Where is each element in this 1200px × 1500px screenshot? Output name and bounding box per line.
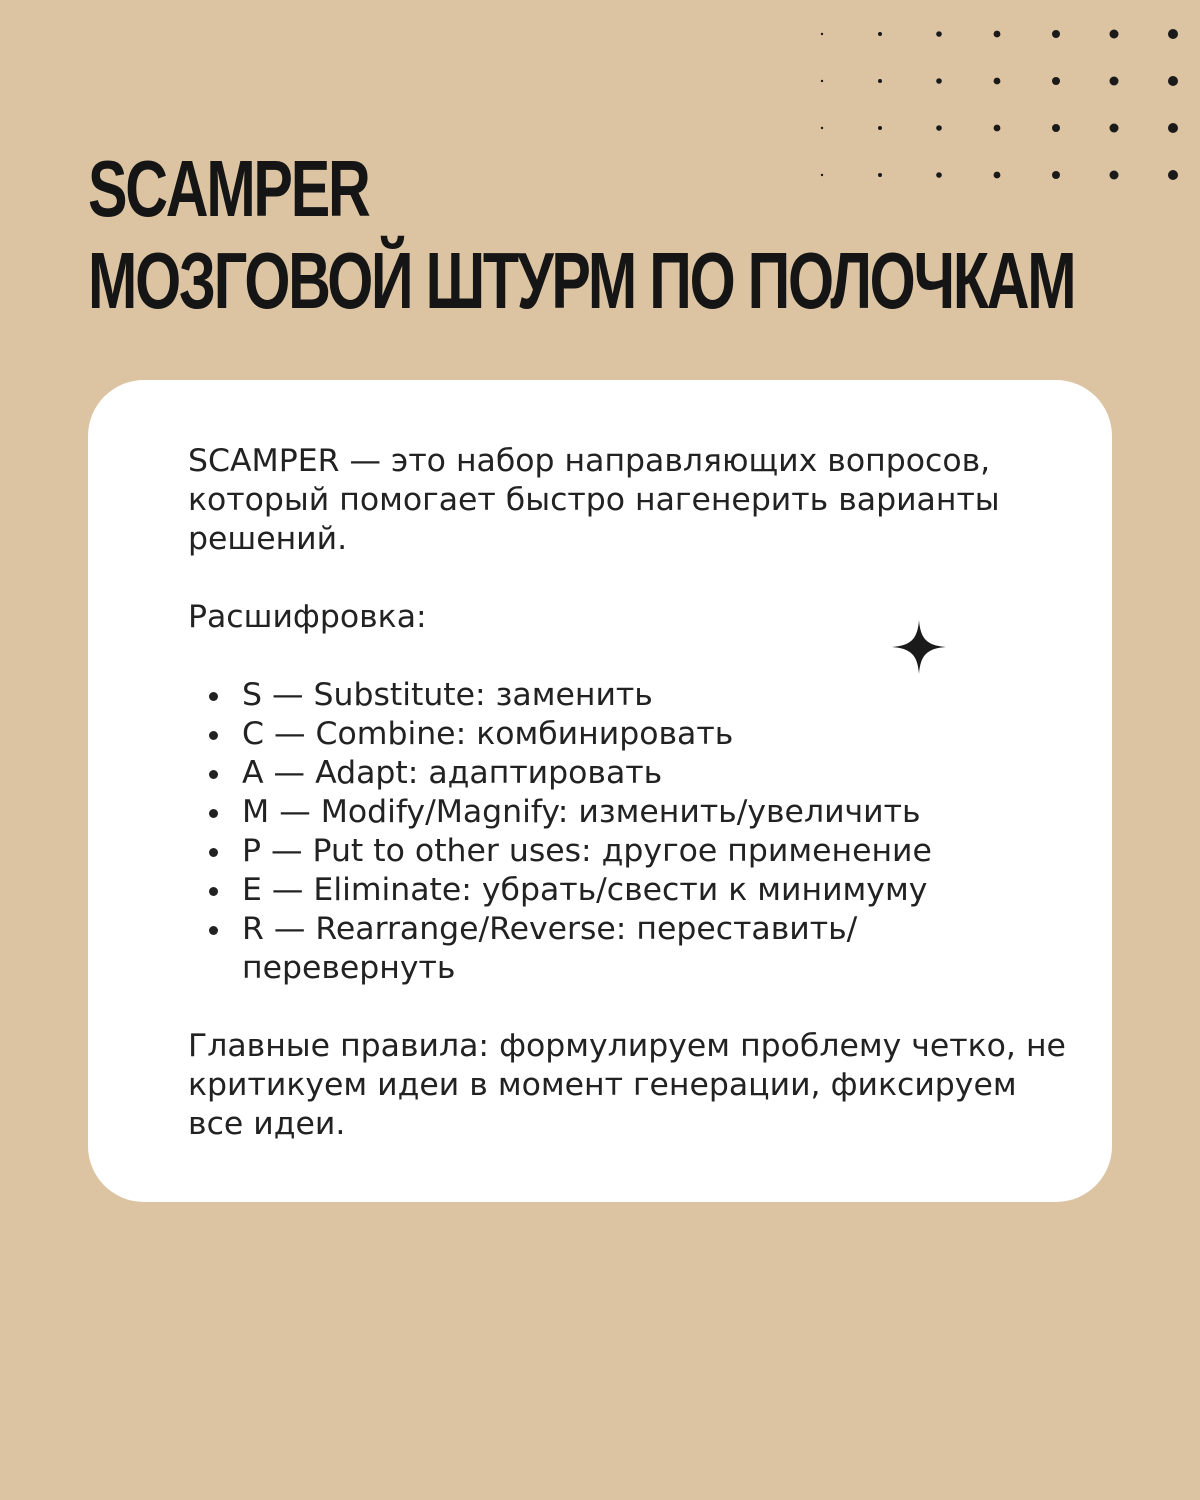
rules-paragraph: Главные правила: формулируем проблему четко, не критикуем идеи в момент генерации, фиксируем все идеи.: [188, 1028, 1066, 1142]
content-card: [88, 380, 1112, 1202]
intro-paragraph: SCAMPER — это набор направляющих вопросов, который помогает быстро нагенерить варианты решений.: [188, 443, 1000, 557]
list-item-p: P — Put to other uses: другое применение: [188, 832, 1068, 871]
page-title-line-2: МОЗГОВОЙ ШТУРМ ПО ПОЛОЧКАМ: [88, 236, 1075, 325]
list-item-e: E — Eliminate: убрать/свести к минимуму: [188, 871, 1068, 910]
list-item-r: R — Rearrange/Reverse: переставить/ перевернуть: [188, 910, 1068, 988]
list-item-m: M — Modify/Magnify: изменить/увеличить: [188, 793, 1068, 832]
list-heading: Расшифровка:: [188, 599, 427, 635]
page-title: [88, 143, 1200, 327]
scamper-list: [188, 676, 1068, 988]
card-body: [188, 442, 1068, 1144]
page-title-line-1: SCAMPER: [88, 144, 369, 233]
list-item-a: A — Adapt: адаптировать: [188, 754, 1068, 793]
list-item-c: C — Combine: комбинировать: [188, 715, 1068, 754]
list-item-s: S — Substitute: заменить: [188, 676, 1068, 715]
